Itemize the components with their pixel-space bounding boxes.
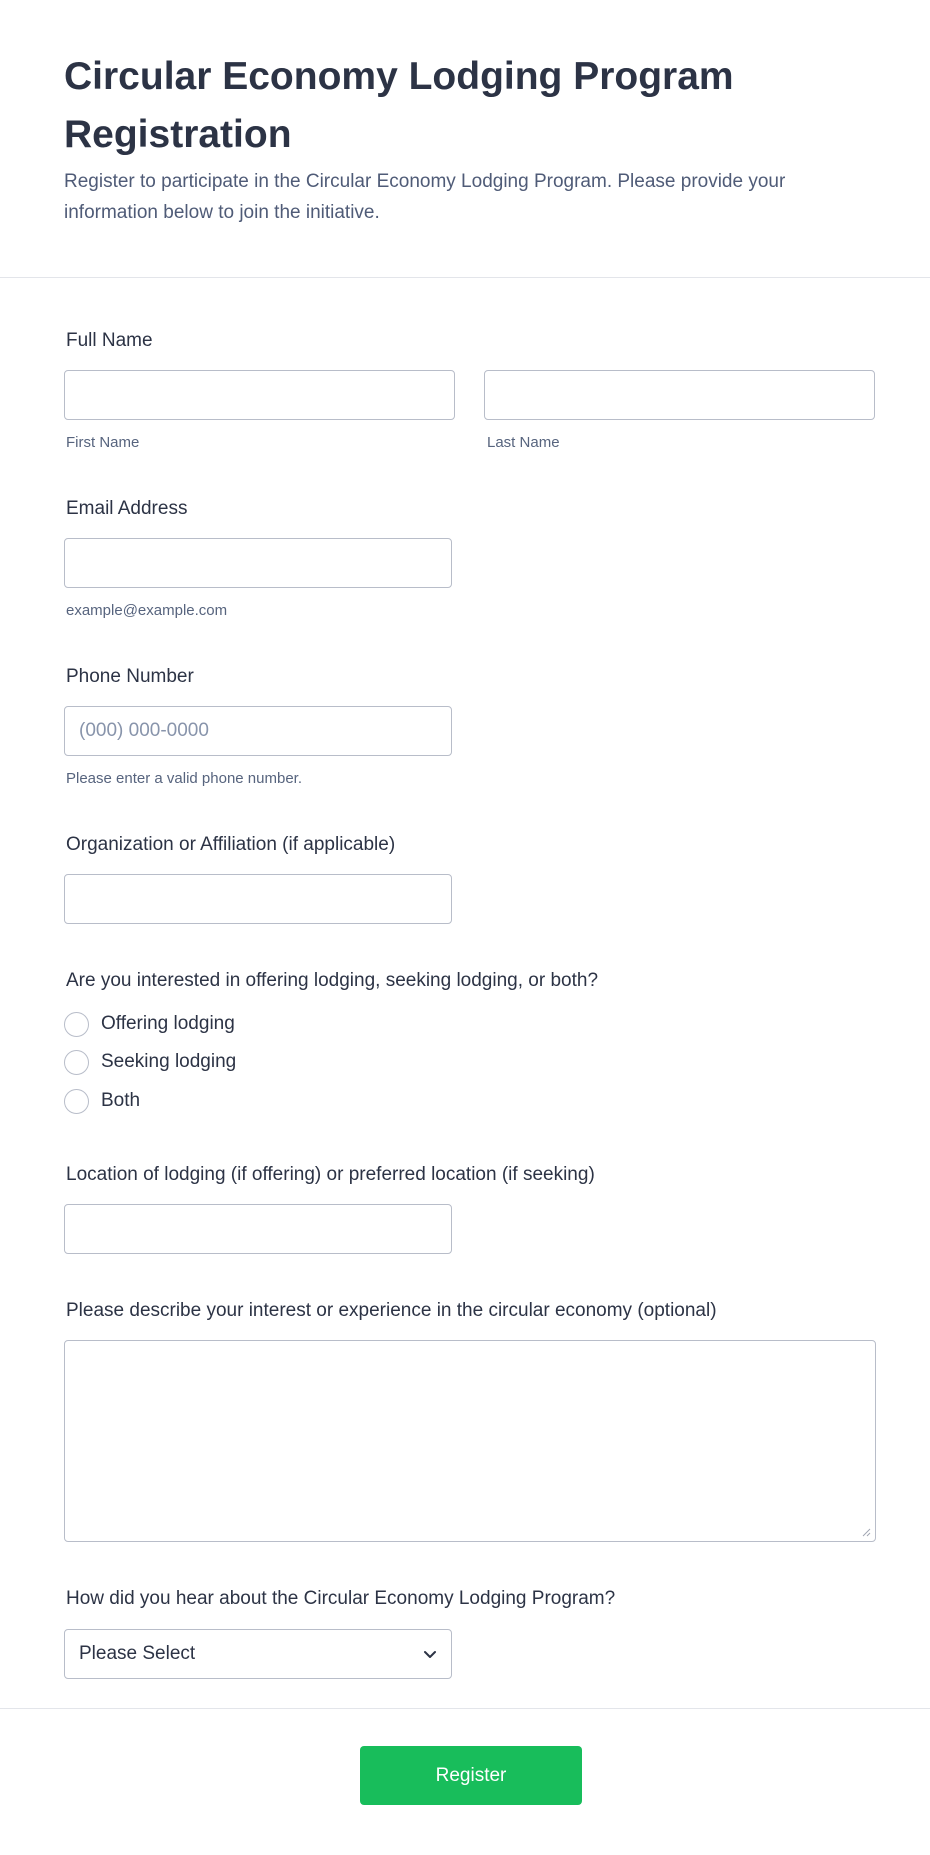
last-name-sublabel: Last Name (487, 434, 560, 451)
organization-label: Organization or Affiliation (if applicable) (66, 834, 396, 855)
location-input[interactable] (64, 1204, 452, 1254)
phone-label: Phone Number (66, 666, 194, 687)
resize-handle-icon[interactable] (861, 1527, 871, 1537)
last-name-input[interactable] (484, 370, 875, 420)
email-label: Email Address (66, 498, 188, 519)
radio-button[interactable] (64, 1089, 89, 1114)
form-header (0, 0, 930, 278)
select-value: Please Select (79, 1643, 196, 1664)
full-name-label: Full Name (66, 330, 153, 351)
radio-option-offering[interactable] (64, 1011, 235, 1037)
page-subtitle: Register to participate in the Circular Economy Lodging Program. Please provide your information below to join the initiative. (64, 171, 786, 223)
phone-sublabel: Please enter a valid phone number. (66, 770, 302, 787)
chevron-down-icon (423, 1650, 437, 1659)
phone-input[interactable] (64, 706, 452, 756)
radio-label: Offering lodging (101, 1013, 235, 1034)
first-name-input[interactable] (64, 370, 455, 420)
radio-label: Seeking lodging (101, 1051, 237, 1072)
radio-button[interactable] (64, 1050, 89, 1075)
radio-button[interactable] (64, 1012, 89, 1037)
register-button[interactable]: Register (360, 1746, 582, 1805)
referral-label: How did you hear about the Circular Economy Lodging Program? (66, 1588, 616, 1609)
referral-select[interactable] (64, 1629, 452, 1679)
email-input[interactable] (64, 538, 452, 588)
radio-option-both[interactable] (64, 1088, 140, 1114)
organization-input[interactable] (64, 874, 452, 924)
description-textarea[interactable] (64, 1340, 876, 1542)
radio-option-seeking[interactable] (64, 1049, 236, 1075)
description-label: Please describe your interest or experience in the circular economy (optional) (66, 1300, 717, 1321)
radio-label: Both (101, 1090, 141, 1111)
location-label: Location of lodging (if offering) or preferred location (if seeking) (66, 1164, 595, 1185)
interest-label: Are you interested in offering lodging, seeking lodging, or both? (66, 970, 599, 991)
email-sublabel: example@example.com (66, 602, 228, 619)
first-name-sublabel: First Name (66, 434, 140, 451)
page-title: Circular Economy Lodging Program Registration (64, 55, 734, 156)
